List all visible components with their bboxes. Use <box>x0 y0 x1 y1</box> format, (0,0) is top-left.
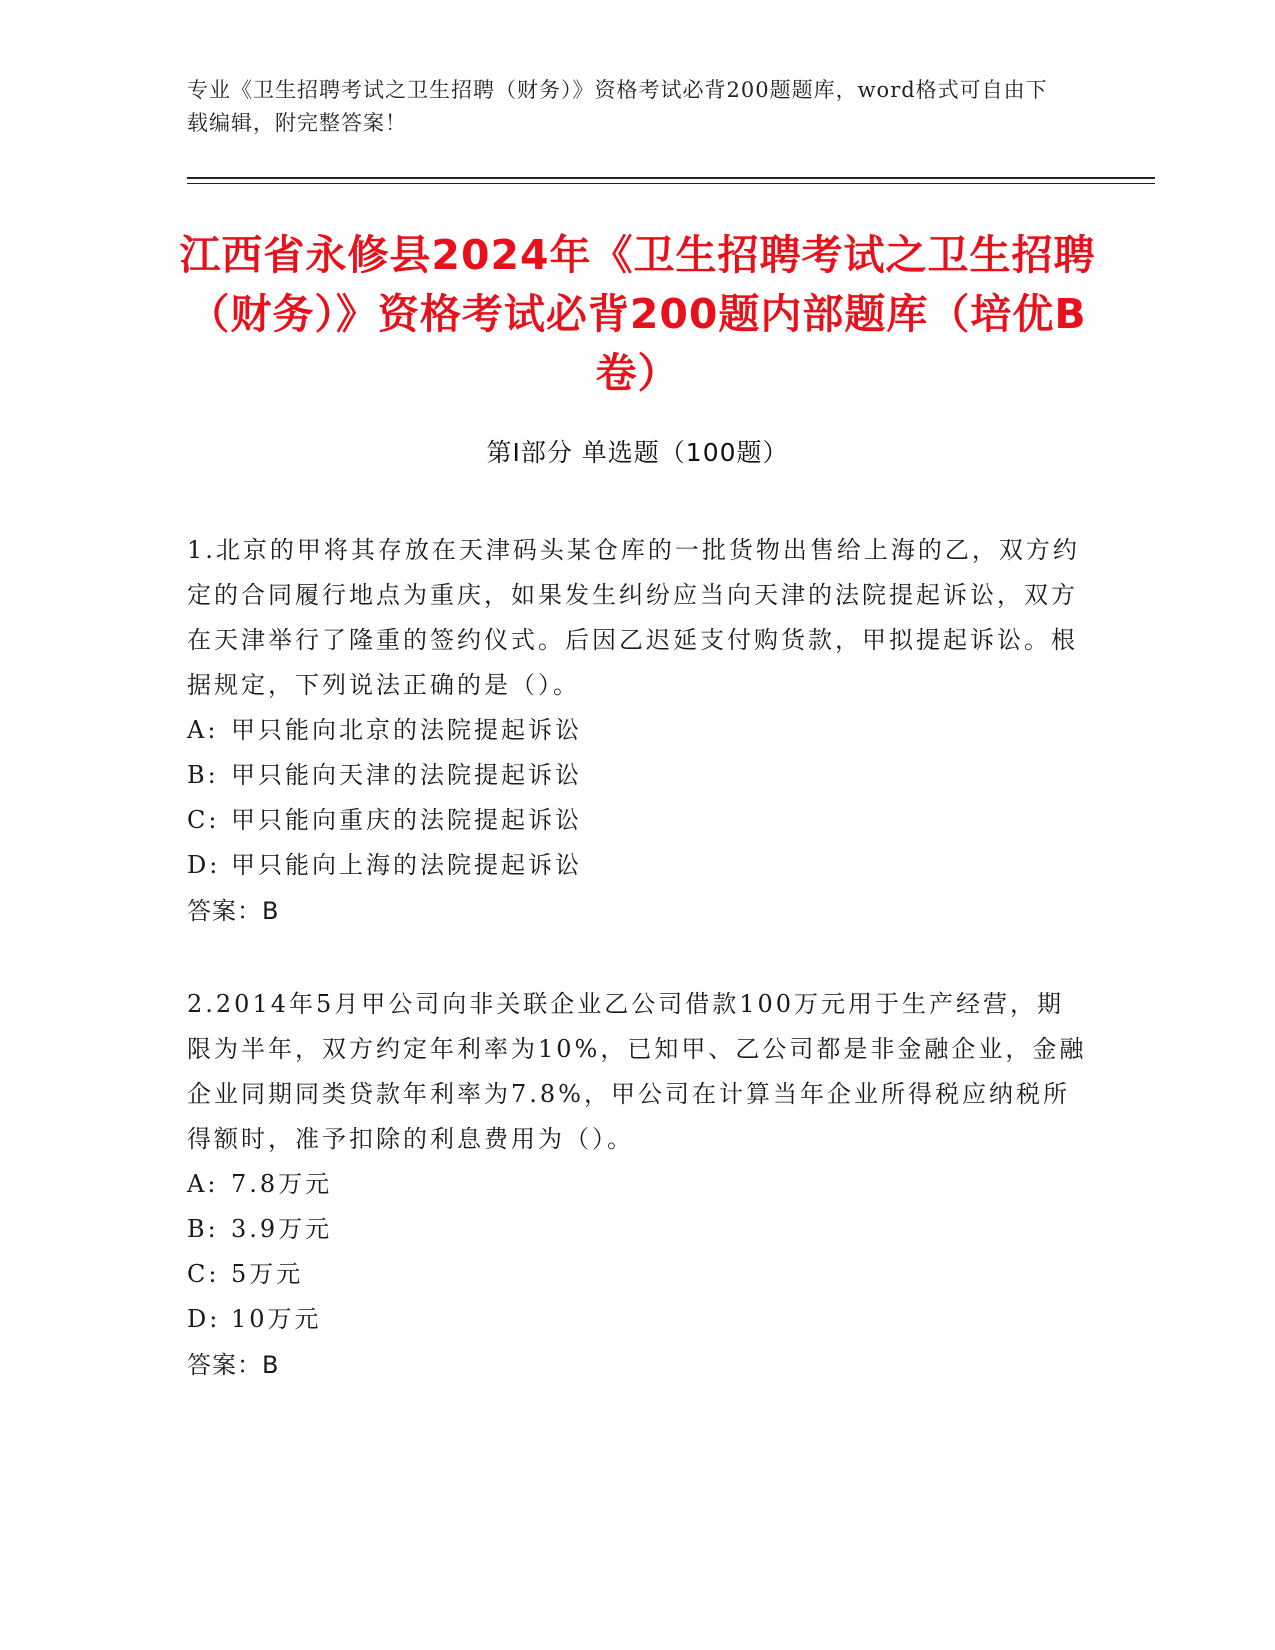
question-stem: 1.北京的甲将其存放在天津码头某仓库的一批货物出售给上海的乙，双方约定的合同履行地点为重庆，如果发生纠纷应当向天津的法院提起诉讼，双方在天津举行了隆重的签约仪式。后因乙迟延支付购货款，甲拟提起诉讼。根据规定，下列说法正确的是（）。 <box>187 536 1080 699</box>
section-title: 第Ⅰ部分 单选题（100题） <box>486 438 789 467</box>
option-a <box>187 708 1087 753</box>
option-letter: C: <box>187 806 220 834</box>
option-letter: D: <box>187 1305 221 1333</box>
question-1 <box>187 528 1087 934</box>
option-letter: C: <box>187 1260 220 1288</box>
option-letter: B: <box>187 761 219 789</box>
header-note: 专业《卫生招聘考试之卫生招聘（财务）》资格考试必背200题题库，word格式可自由下载编辑，附完整答案！ <box>187 78 1048 135</box>
option-b <box>187 1207 1087 1252</box>
answer-line: 答案：B <box>187 1351 280 1379</box>
option-a <box>187 1162 1087 1207</box>
option-text: 甲只能向上海的法院提起诉讼 <box>231 851 582 879</box>
option-text: 7.8万元 <box>231 1170 333 1198</box>
option-c <box>187 1252 1087 1297</box>
question-stem: 2.2014年5月甲公司向非关联企业乙公司借款100万元用于生产经营，期限为半年，双方约定年利率为10%，已知甲、乙公司都是非金融企业，金融企业同期同类贷款年利率为7.8%，甲公司在计算当年企业所得税应纳税所得额时，准予扣除的利息费用为（）。 <box>187 990 1087 1153</box>
option-text: 3.9万元 <box>231 1215 333 1243</box>
answer-line: 答案：B <box>187 897 280 925</box>
option-text: 甲只能向天津的法院提起诉讼 <box>231 761 582 789</box>
question-2 <box>187 982 1087 1388</box>
option-letter: A: <box>187 716 219 744</box>
option-c <box>187 798 1087 843</box>
option-letter: D: <box>187 851 221 879</box>
header-divider-thick <box>187 177 1155 179</box>
option-text: 10万元 <box>231 1305 322 1333</box>
option-d <box>187 843 1087 888</box>
option-text: 5万元 <box>231 1260 304 1288</box>
header-divider-thin <box>187 183 1155 184</box>
option-letter: A: <box>187 1170 219 1198</box>
option-b <box>187 753 1087 798</box>
document-title: 江西省永修县2024年《卫生招聘考试之卫生招聘（财务）》资格考试必背200题内部题库（培优B卷） <box>179 231 1096 397</box>
option-d <box>187 1297 1087 1342</box>
option-text: 甲只能向重庆的法院提起诉讼 <box>231 806 582 834</box>
option-letter: B: <box>187 1215 219 1243</box>
option-text: 甲只能向北京的法院提起诉讼 <box>231 716 582 744</box>
